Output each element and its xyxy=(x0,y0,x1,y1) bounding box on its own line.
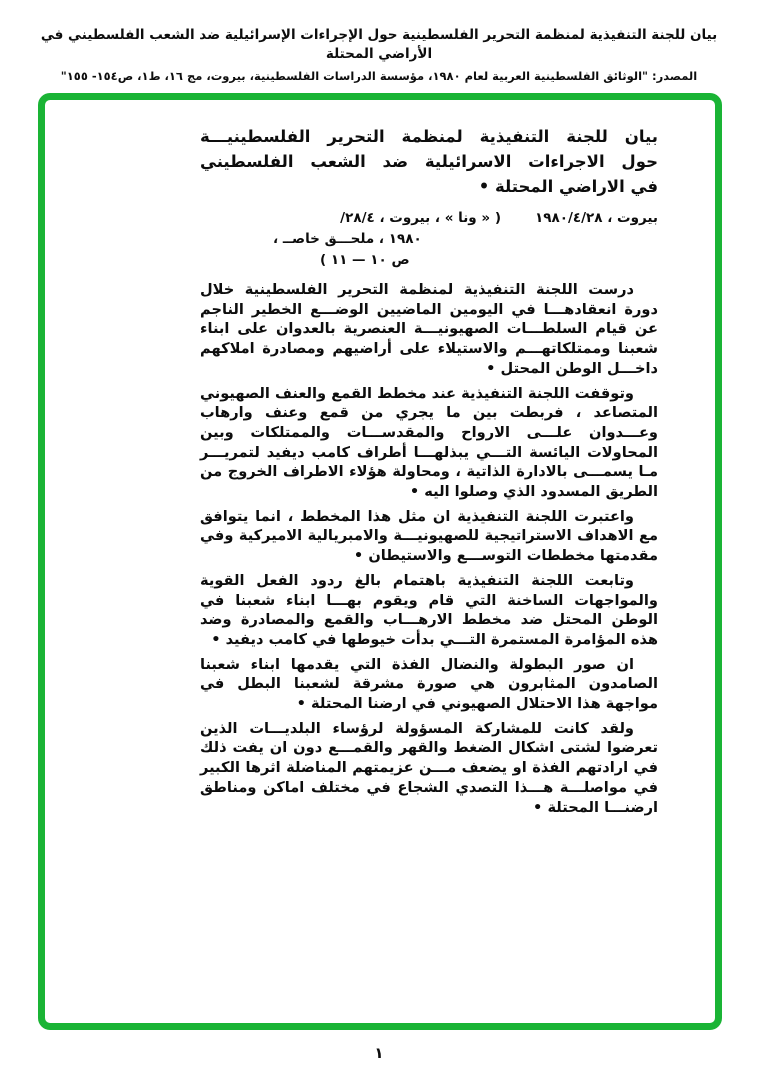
paragraph: ولقد كانت للمشاركة المسؤولة لرؤساء البلديـــات الذين تعرضوا لشتى اشكال الضغط والقهر والقمـــع دون ان يفت ذلك في ارادتهم الفذة او يضعف مـــن عزيمتهم المناضلة اثرها الكبير في مواصلـــة هـــذا التصدي الشجاع في مختلف اماكن ومناطق ارضنـــا المحتلة • xyxy=(200,719,658,816)
document-title-line-1: بيان للجنة التنفيذية لمنظمة التحرير الفلسطينيـــة xyxy=(200,127,658,146)
paragraph: درست اللجنة التنفيذية لمنظمة التحرير الفلسطينية خلال دورة انعقادهـــا في اليومين الماضيين الوضـــع الخطير الناجم عن قيام السلطـــات الصهيونيـــة العنصرية بالعدوان على ابناء شعبنا وممتلكاتهـــم والاستيلاء على أراضيهم ومصادرة املاكهم داخـــل الوطن المحتل • xyxy=(200,281,658,377)
paragraph: وتوقفت اللجنة التنفيذية عند مخطط القمع والعنف الصهيوني المتصاعد ، فربطت بين ما يجري من قمع وعنف وارهاب وعـــدوان علـــى الارواح والمقدســـات والممتلكات وبين المحاولات اليائسة التـــي يبذلهـــا أطراف كامب ديفيد لتمريـــر مـا يسمـــى بالادارة الذاتية ، ومحاولة هؤلاء الاطراف الخروج من الطريق المسدود الذي وصلوا اليه • xyxy=(200,384,658,501)
document-paragraphs xyxy=(200,280,658,817)
page-number: ١ xyxy=(374,1044,384,1062)
document-title xyxy=(200,124,658,199)
document-title-line-2: حول الاجراءات الاسرائيلية ضد الشعب الفلسطيني xyxy=(200,152,658,171)
document-body xyxy=(200,124,658,822)
header-title: بيان للجنة التنفيذية لمنظمة التحرير الفلسطينية حول الإجراءات الإسرائيلية ضد الشعب الفلسطيني في الأراضي المحتلة xyxy=(40,27,718,62)
paragraph: واعتبرت اللجنة التنفيذية ان مثل هذا المخطط ، انما يتوافق مع الاهداف الاستراتيجية للصهيونيـــة والامبريالية الاميركية وفي مقدمتها مخططات التوســـع والاستيطان • xyxy=(200,507,658,565)
dateline-source-ref-line-3: ص ١٠ — ١١ ) xyxy=(320,252,410,268)
dateline-source-ref-line-1: ( « ونا » ، بيروت ، ٢٨/٤/ xyxy=(340,210,501,226)
dateline-source-ref-line-2: ١٩٨٠ ، ملحـــق خاصــ ، xyxy=(273,231,422,247)
dateline xyxy=(200,208,658,271)
dateline-place-date: بيروت ، ١٩٨٠/٤/٢٨ xyxy=(534,210,658,226)
paragraph: وتابعت اللجنة التنفيذية باهتمام بالغ ردود الفعل القوية والمواجهات الساخنة التي قام ويقوم بهـــا ابناء شعبنا في الوطن المحتل ضد مخطط الارهـــاب والقمع والمصادرة وضد هذه المؤامرة المستمرة التـــي بدأت خيوطها في كامب ديفيد • xyxy=(200,571,658,648)
page-header xyxy=(20,26,738,83)
paragraph: ان صور البطولة والنضال الفذة التي يقدمها ابناء شعبنا الصامدون المثابرون هي صورة مشرقة لشعبنا البطل في مواجهة هذا الاحتلال الصهيوني في ارضنا المحتلة • xyxy=(200,655,658,713)
dateline-row-1 xyxy=(200,208,658,229)
header-source-citation: المصدر: "الوثائق الفلسطينية العربية لعام ١٩٨٠، مؤسسة الدراسات الفلسطينية، بيروت، مج ١٦، ط١، ص١٥٤- ١٥٥" xyxy=(60,69,698,83)
document-title-line-3: في الاراضي المحتلة • xyxy=(478,177,658,196)
